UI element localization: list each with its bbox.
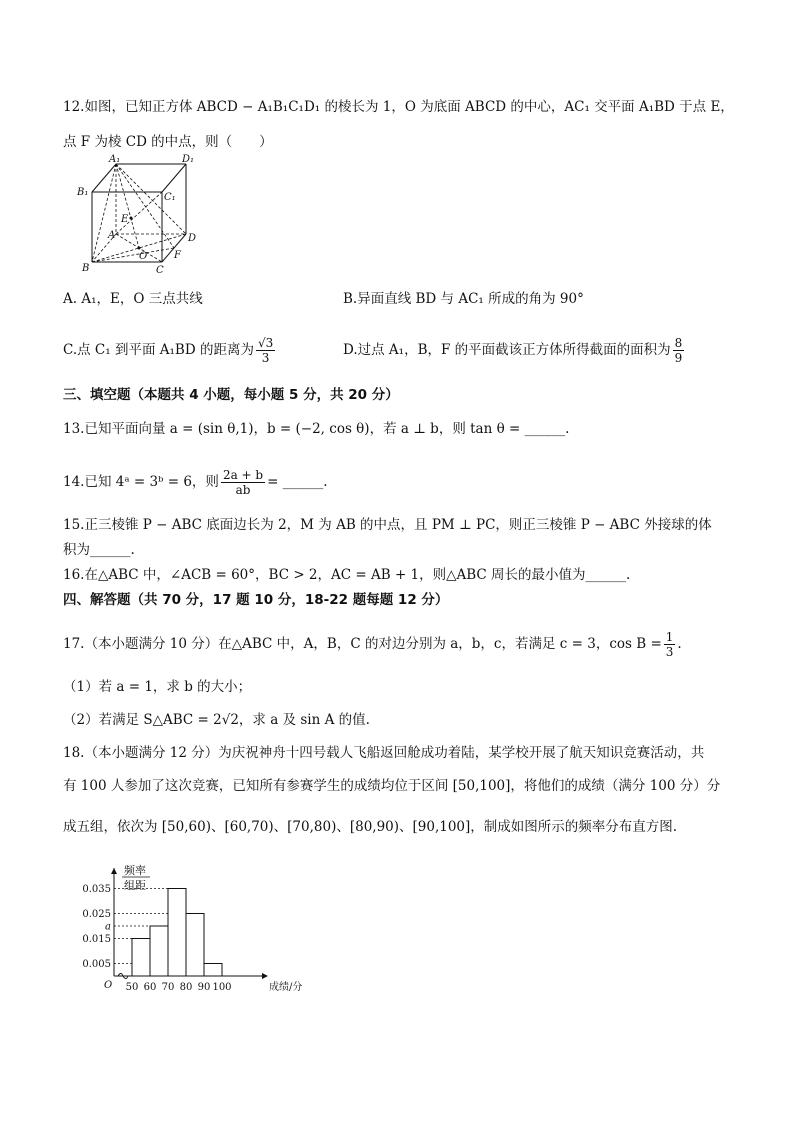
q17-text (63, 624, 682, 664)
label-o: O (139, 251, 148, 262)
label-a1: A₁ (109, 154, 121, 165)
frequency-histogram (74, 860, 303, 1005)
cube-figure (74, 152, 214, 277)
section-4-heading: 四、解答题（共 70 分，17 题 10 分，18-22 题每题 12 分） (63, 592, 449, 608)
point-o (138, 247, 141, 250)
x-tick-label-0: 50 (125, 982, 139, 993)
q17-period: . (677, 636, 682, 652)
y-axis-arrow (111, 868, 117, 874)
label-d: D (188, 233, 197, 244)
label-a: A (108, 230, 116, 241)
q12-option-d (343, 330, 686, 370)
y-axis-label-top: 频率 (124, 864, 146, 877)
q16-text: 16.在△ABC 中，∠ACB = 60°，BC > 2，AC = AB + 1，则△ABC 周长的最小值为______. (63, 567, 631, 583)
q14-prefix: 14.已知 4ᵃ = 3ᵇ = 6，则 (63, 474, 219, 490)
q17-prefix: 17.（本小题满分 10 分）在△ABC 中，A，B，C 的对边分别为 a，b，c，若满足 c = 3，cos B = (63, 636, 662, 652)
label-d1: D₁ (182, 154, 195, 165)
section-3-heading: 三、填空题（本题共 4 小题，每小题 5 分，共 20 分） (63, 387, 399, 403)
q12-line1: 12.如图，已知正方体 ABCD − A₁B₁C₁D₁ 的棱长为 1，O 为底面 ABCD 的中心，AC₁ 交平面 A₁BD 于点 E， (63, 99, 734, 115)
q14-numerator: 2a + b (222, 467, 264, 482)
y-tick-label-3: 0.015 (82, 934, 111, 945)
q12-option-c-fraction (256, 336, 275, 365)
q14-text (63, 462, 328, 502)
q17-part1: （1）若 a = 1，求 b 的大小； (63, 679, 252, 695)
x-tick-label-2: 70 (161, 982, 175, 993)
label-c1: C₁ (164, 192, 176, 203)
label-e: E (121, 214, 129, 225)
q12-option-d-denominator: 9 (674, 350, 683, 365)
label-c: C (156, 265, 164, 276)
q13-text: 13.已知平面向量 a = (sin θ,1)，b = (−2, cos θ)，若 a ⊥ b，则 tan θ = ______. (63, 421, 570, 437)
label-b1: B₁ (77, 187, 89, 198)
q14-suffix: = ______. (267, 474, 328, 490)
histogram-bar-4 (204, 964, 222, 977)
y-tick-label-4: 0.005 (82, 959, 111, 970)
x-tick-label-4: 90 (197, 982, 211, 993)
histogram-bar-3 (186, 914, 204, 977)
label-f: F (174, 250, 181, 261)
y-axis-label-bottom: 组距 (124, 879, 146, 892)
x-axis-arrow (262, 973, 268, 979)
q12-option-c-numerator: √3 (257, 335, 274, 350)
histogram-bar-0 (132, 939, 150, 977)
q12-option-b: B.异面直线 BD 与 AC₁ 所成的角为 90° (343, 291, 584, 307)
x-tick-label-3: 80 (179, 982, 193, 993)
q17-numerator: 1 (665, 629, 674, 644)
q12-option-c-text: C.点 C₁ 到平面 A₁BD 的距离为 (63, 342, 254, 358)
x-tick-label-1: 60 (143, 982, 157, 993)
q17-fraction (664, 630, 676, 659)
q17-part2: （2）若满足 S△ABC = 2√2，求 a 及 sin A 的值. (63, 712, 370, 728)
q17-denominator: 3 (665, 644, 674, 659)
q15-line1: 15.正三棱锥 P − ABC 底面边长为 2，M 为 AB 的中点，且 PM ⊥ PC，则正三棱锥 P − ABC 外接球的体 (63, 517, 712, 533)
q12-option-d-text: D.过点 A₁，B，F 的平面截该正方体所得截面的面积为 (343, 342, 671, 358)
label-b: B (82, 263, 90, 274)
q12-option-d-numerator: 8 (674, 335, 683, 350)
y-tick-label-1: 0.025 (82, 909, 111, 920)
x-tick-label-5: 100 (212, 982, 232, 993)
origin-label: O (104, 980, 113, 991)
x-axis-label: 成绩/分 (269, 982, 303, 993)
y-tick-label-0: 0.035 (82, 884, 111, 895)
q18-line1: 18.（本小题满分 12 分）为庆祝神舟十四号载人飞船返回舱成功着陆，某学校开展了航天知识竞赛活动，共 (63, 745, 705, 761)
q14-fraction (221, 468, 265, 497)
q12-line2: 点 F 为棱 CD 的中点，则（ ） (63, 134, 273, 150)
q18-line3: 成五组，依次为 [50,60)、[60,70)、[70,80)、[80,90)、[90,100]，制成如图所示的频率分布直方图. (63, 819, 678, 835)
q15-line2: 积为______. (63, 542, 135, 558)
q12-option-a: A. A₁，E，O 三点共线 (63, 291, 203, 307)
q12-option-c (63, 330, 277, 370)
histogram-bar-1 (150, 926, 168, 976)
q12-option-c-denominator: 3 (261, 350, 270, 365)
q14-denominator: ab (235, 482, 251, 497)
point-e (130, 217, 133, 220)
y-tick-label-2: a (105, 921, 111, 933)
q18-line2: 有 100 人参加了这次竞赛，已知所有参赛学生的成绩均位于区间 [50,100]，将他们的成绩（满分 100 分）分 (63, 778, 721, 794)
q12-option-d-fraction (673, 336, 685, 365)
histogram-bar-2 (168, 889, 186, 977)
